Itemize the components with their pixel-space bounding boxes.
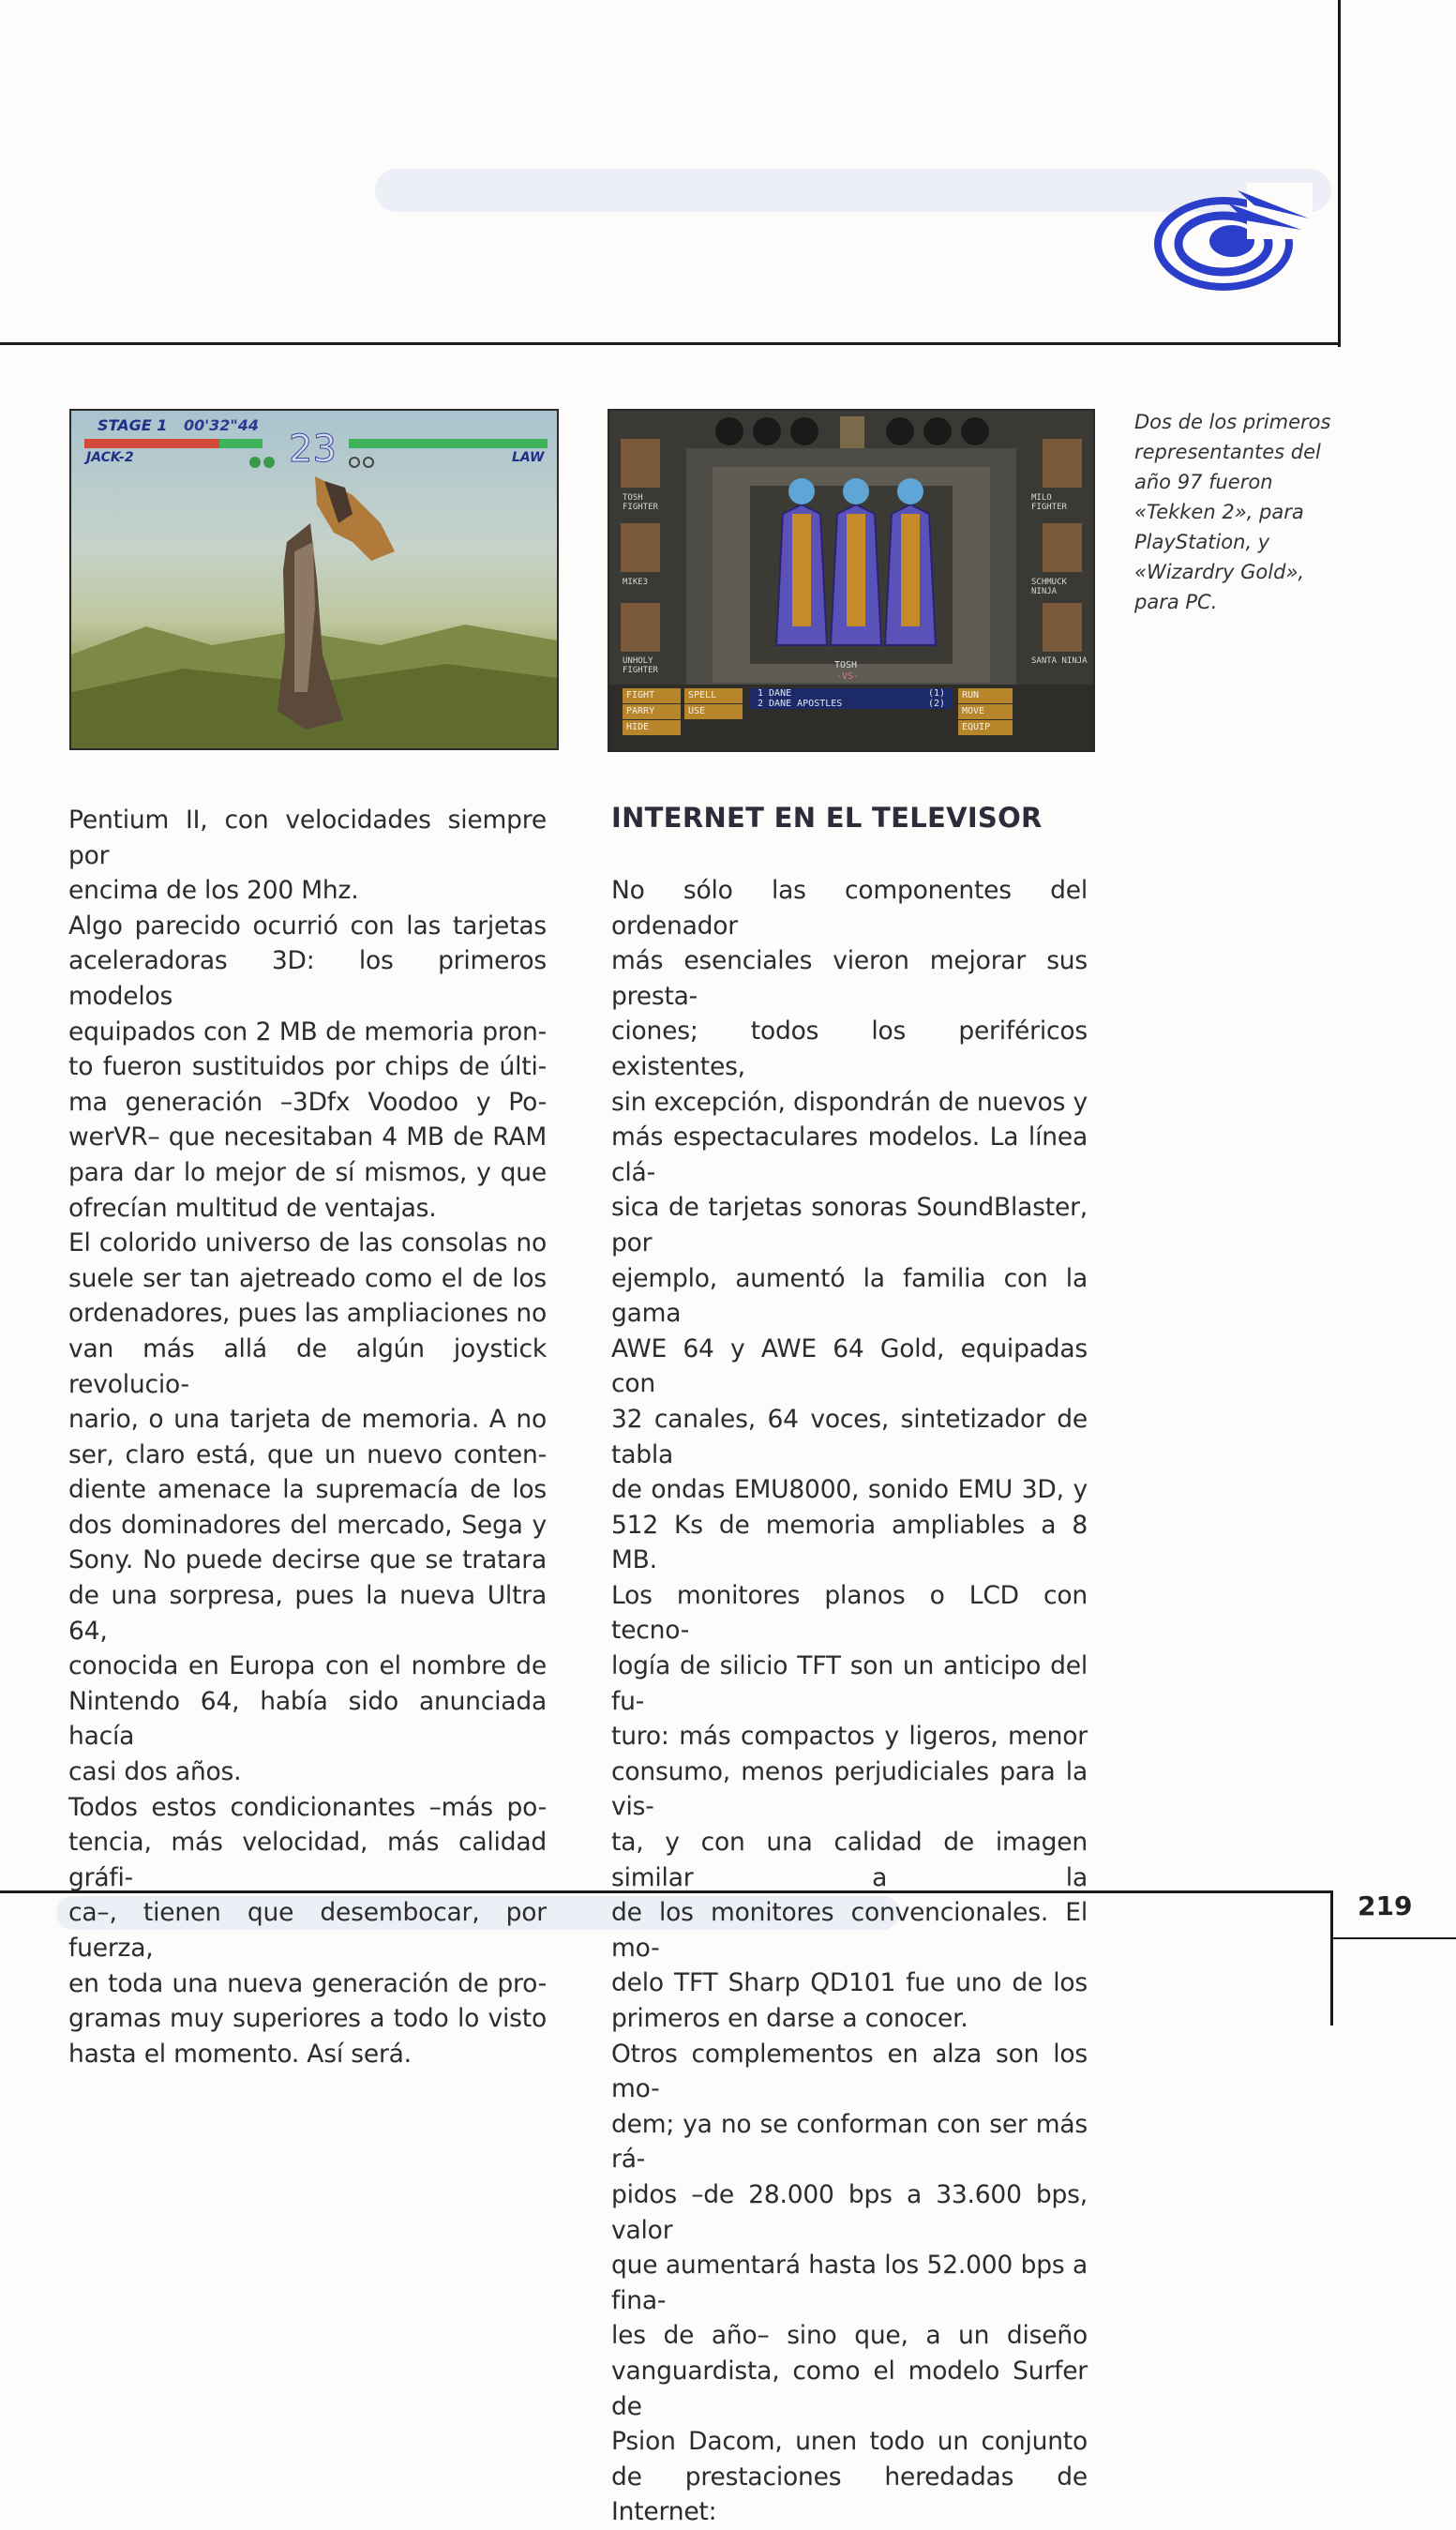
caption-line: «Wizardry Gold», — [1134, 561, 1305, 583]
enemy-line-2: 2 DANE APOSTLES — [758, 699, 843, 709]
text-line: dem; ya no se conforman con ser más rá- — [611, 2109, 1088, 2175]
text-line: aceleradoras 3D: los primeros modelos — [68, 946, 547, 1011]
text-line: ofrecían multitud de ventajas. — [68, 1193, 437, 1223]
text-line: Psion Dacom, unen todo un conjunto — [611, 2427, 1088, 2457]
left-column-text — [68, 803, 547, 2071]
right-column-text — [611, 873, 1088, 2530]
text-line: hasta el momento. Así será. — [68, 2039, 412, 2069]
text-line: más esenciales vieron mejorar sus presta- — [611, 946, 1088, 1011]
menu-mid — [684, 688, 743, 719]
text-line: turo: más compactos y ligeros, menor — [611, 1722, 1088, 1752]
text-line: Pentium II, con velocidades siempre por — [68, 806, 547, 870]
text-line: ca–, tienen que desembocar, por fuerza, — [68, 1898, 547, 1963]
text-line: de prestaciones heredadas de Internet: — [611, 2462, 1088, 2527]
party-right-2: SCHMUCK NINJA — [1031, 578, 1067, 596]
party-left-1: TOSH FIGHTER — [623, 493, 658, 512]
text-line: logía de silicio TFT son un anticipo del fu- — [611, 1651, 1088, 1716]
text-line: to fueron sustituidos por chips de últi- — [68, 1052, 547, 1082]
text-line: werVR– que necesitaban 4 MB de RAM — [68, 1122, 547, 1152]
text-line: 32 canales, 64 voces, sintetizador de tabla — [611, 1404, 1088, 1469]
tekken-stage-label: STAGE 1 — [98, 416, 168, 434]
text-line: AWE 64 y AWE 64 Gold, equipadas con — [611, 1333, 1088, 1399]
caption-line: PlayStation, y — [1134, 531, 1270, 553]
text-line: primeros en darse a conocer. — [611, 2004, 968, 2033]
text-line: ma generación –3Dfx Voodoo y Po- — [68, 1087, 547, 1117]
menu-right — [958, 688, 1013, 735]
party-left-3: UNHOLY FIGHTER — [623, 656, 658, 675]
text-line: que aumentará hasta los 52.000 bps a fina- — [611, 2251, 1088, 2315]
tekken-2-screenshot — [69, 409, 559, 750]
text-line: suele ser tan ajetreado como el de los — [68, 1263, 547, 1293]
text-line: diente amenace la supremacía de los — [68, 1475, 547, 1505]
text-line: equipados con 2 MB de memoria pron- — [68, 1017, 547, 1047]
text-line: ser, claro está, que un nuevo conten- — [68, 1439, 547, 1469]
party-right-3: SANTA NINJA — [1031, 656, 1088, 666]
text-line: consumo, menos perjudiciales para la vis- — [611, 1756, 1088, 1822]
player2-round-markers — [349, 454, 374, 472]
text-line: Todos estos condicionantes –más po- — [68, 1792, 547, 1822]
text-line: No sólo las componentes del ordenador — [611, 876, 1088, 941]
text-line: ciones; todos los periféricos existentes, — [611, 1017, 1088, 1081]
text-line: de una sorpresa, pues la nueva Ultra 64, — [68, 1581, 547, 1646]
text-line: van más allá de algún joystick revolucio- — [68, 1333, 547, 1399]
text-line: delo TFT Sharp QD101 fue uno de los — [611, 1968, 1088, 1998]
caption-line: año 97 fueron — [1134, 471, 1273, 493]
frame-top-rule — [0, 342, 1341, 345]
text-line: encima de los 200 Mhz. — [68, 876, 359, 906]
player1-round-markers — [249, 454, 275, 472]
text-line: casi dos años. — [68, 1757, 242, 1787]
text-line: de ondas EMU8000, sonido EMU 3D, y — [611, 1475, 1088, 1505]
menu-use: USE — [684, 704, 743, 719]
tekken-timer: 00'32"44 — [184, 416, 260, 434]
text-line: más espectaculares modelos. La línea clá- — [611, 1122, 1088, 1187]
text-line: ta, y con una calidad de imagen similar a la — [611, 1828, 1088, 1892]
menu-left — [623, 688, 681, 735]
caption-line: Dos de los primeros — [1134, 411, 1331, 433]
text-line: El colorido universo de las consolas no — [68, 1228, 547, 1258]
player1-name: JACK-2 — [86, 450, 134, 465]
party-right-1: MILO FIGHTER — [1031, 493, 1067, 512]
versus-name: TOSH — [834, 660, 858, 670]
text-line: nario, o una tarjeta de memoria. A no — [68, 1405, 547, 1435]
text-line: ordenadores, pues las ampliaciones no — [68, 1299, 548, 1329]
page-number: 219 — [1358, 1890, 1413, 1921]
page-number-rule — [1330, 1937, 1456, 1939]
text-line: tencia, más velocidad, más calidad gráfi- — [68, 1828, 547, 1892]
frame-right-bottom — [1330, 1890, 1333, 2026]
text-line: Los monitores planos o LCD con tecno- — [611, 1580, 1088, 1646]
player2-name: LAW — [512, 450, 545, 465]
menu-run: RUN — [958, 688, 1013, 703]
text-line: pidos –de 28.000 bps a 33.600 bps, valor — [611, 2179, 1088, 2245]
text-line: les de año– sino que, a un diseño — [611, 2321, 1088, 2351]
text-line: sica de tarjetas sonoras SoundBlaster, por — [611, 1193, 1088, 1257]
menu-move: MOVE — [958, 704, 1013, 719]
enemy-count-1: (1) — [928, 688, 946, 699]
section-logo-icon — [1134, 183, 1313, 305]
text-line: Otros complementos en alza son los mo- — [611, 2039, 1088, 2104]
text-line: Algo parecido ocurrió con las tarjetas — [68, 911, 547, 941]
image-caption — [1134, 407, 1341, 617]
text-line: Nintendo 64, había sido anunciada hacía — [68, 1686, 547, 1752]
caption-line: representantes del — [1134, 441, 1321, 463]
menu-fight: FIGHT — [623, 688, 681, 703]
text-line: 512 Ks de memoria ampliables a 8 MB. — [611, 1510, 1088, 1575]
text-line: conocida en Europa con el nombre de — [68, 1651, 547, 1681]
menu-hide: HIDE — [623, 720, 681, 735]
text-line: Sony. No puede decirse que se tratara — [68, 1545, 547, 1575]
text-line: sin excepción, dispondrán de nuevos y — [611, 1087, 1088, 1117]
caption-line: para PC. — [1134, 591, 1218, 613]
caption-line: «Tekken 2», para — [1134, 501, 1304, 523]
text-line: de los monitores convencionales. El mo- — [611, 1898, 1088, 1963]
section-heading: INTERNET EN EL TELEVISOR — [611, 802, 1043, 834]
text-line: ejemplo, aumentó la familia con la gama — [611, 1263, 1088, 1329]
menu-spell: SPELL — [684, 688, 743, 703]
player1-health-bar — [84, 439, 263, 448]
text-line: para dar lo mejor de sí mismos, y que — [68, 1157, 547, 1187]
text-line: gramas muy superiores a todo lo visto — [68, 2004, 547, 2034]
party-left-2: MIKE3 — [623, 578, 649, 587]
menu-parry: PARRY — [623, 704, 681, 719]
text-line: dos dominadores del mercado, Sega y — [68, 1510, 547, 1540]
enemy-count-2: (2) — [928, 699, 946, 709]
text-line: en toda una nueva generación de pro- — [68, 1968, 547, 1998]
frame-right-top — [1338, 0, 1341, 347]
text-line: vanguardista, como el modelo Surfer de — [611, 2356, 1088, 2421]
tekken-round-counter: 23 — [289, 428, 337, 471]
wizardry-scene-art — [609, 411, 1093, 750]
player2-health-bar — [349, 439, 548, 448]
menu-equip: EQUIP — [958, 720, 1013, 735]
versus-label: -VS- — [836, 671, 860, 682]
wizardry-gold-screenshot — [608, 409, 1095, 752]
enemy-line-1: 1 DANE — [758, 688, 792, 699]
